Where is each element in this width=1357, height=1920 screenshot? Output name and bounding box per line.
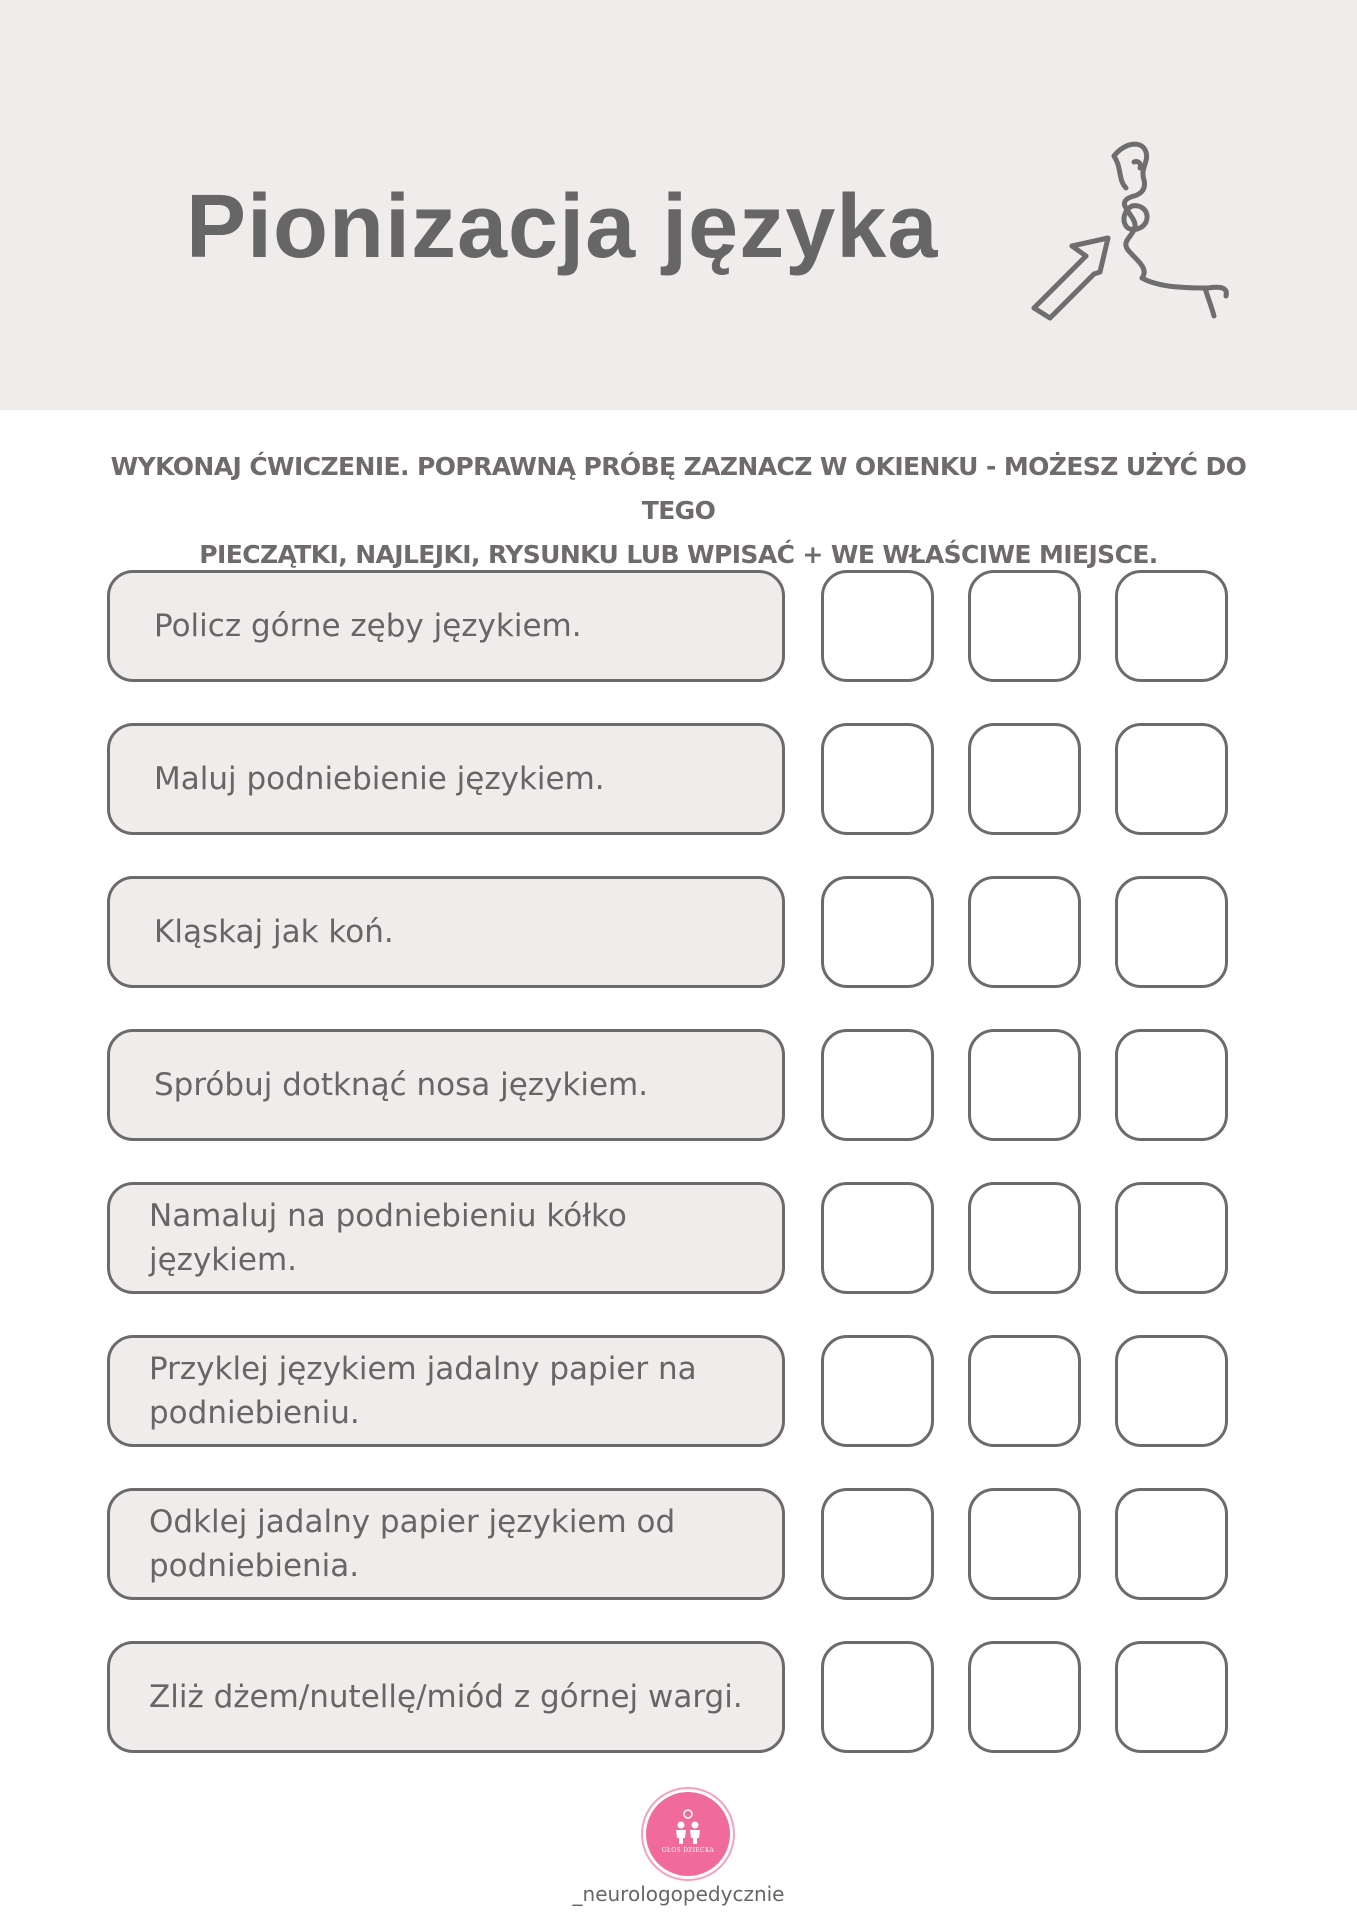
exercise-row	[0, 1029, 1357, 1141]
tick-box[interactable]	[1115, 723, 1228, 835]
tick-box[interactable]	[968, 723, 1081, 835]
footer-handle[interactable]: _neurologopedycznie	[572, 1882, 785, 1906]
tick-box[interactable]	[968, 1182, 1081, 1294]
tick-box[interactable]	[821, 723, 934, 835]
tick-box[interactable]	[1115, 1335, 1228, 1447]
tick-box[interactable]	[821, 1641, 934, 1753]
tick-box[interactable]	[821, 876, 934, 988]
exercise-label: Odklej jadalny papier językiem od podniebienia.	[107, 1488, 785, 1600]
exercise-label: Kląskaj jak koń.	[107, 876, 785, 988]
instruction-line-2: PIECZĄTKI, NAJLEJKI, RYSUNKU LUB WPISAĆ + WE WŁAŚCIWE MIEJSCE.	[199, 540, 1158, 569]
tick-box[interactable]	[1115, 1029, 1228, 1141]
tick-box[interactable]	[1115, 876, 1228, 988]
tick-box[interactable]	[968, 876, 1081, 988]
tick-box[interactable]	[1115, 1182, 1228, 1294]
exercise-row	[0, 1182, 1357, 1294]
exercise-label: Spróbuj dotknąć nosa językiem.	[107, 1029, 785, 1141]
tick-box[interactable]	[968, 1335, 1081, 1447]
tick-box[interactable]	[1115, 570, 1228, 682]
tick-box[interactable]	[821, 570, 934, 682]
exercise-row	[0, 723, 1357, 835]
exercise-label: Maluj podniebienie językiem.	[107, 723, 785, 835]
tick-box[interactable]	[1115, 1488, 1228, 1600]
instruction-line-1: WYKONAJ ĆWICZENIE. POPRAWNĄ PRÓBĘ ZAZNACZ W OKIENKU - MOŻESZ UŻYĆ DO TEGO	[110, 452, 1247, 525]
children-logo-icon	[646, 1792, 730, 1876]
exercise-label: Przyklej językiem jadalny papier na podniebieniu.	[107, 1335, 785, 1447]
exercise-row	[0, 876, 1357, 988]
logo-text: GŁOS DZIECKA	[661, 1847, 715, 1854]
tick-box[interactable]	[821, 1182, 934, 1294]
tick-box[interactable]	[821, 1335, 934, 1447]
brand-logo	[646, 1792, 730, 1876]
tick-box[interactable]	[968, 570, 1081, 682]
exercise-label: Namaluj na podniebieniu kółko językiem.	[107, 1182, 785, 1294]
tick-box[interactable]	[968, 1488, 1081, 1600]
exercise-row	[0, 1641, 1357, 1753]
exercise-row	[0, 1335, 1357, 1447]
tongue-up-arrow-icon	[1030, 138, 1232, 328]
exercise-label: Policz górne zęby językiem.	[107, 570, 785, 682]
exercise-row	[0, 570, 1357, 682]
tick-box[interactable]	[821, 1029, 934, 1141]
tick-box[interactable]	[1115, 1641, 1228, 1753]
page-title: Pionizacja języka	[186, 177, 939, 277]
exercise-label: Zliż dżem/nutellę/miód z górnej wargi.	[107, 1641, 785, 1753]
instruction-text	[80, 445, 1277, 577]
exercise-row	[0, 1488, 1357, 1600]
tick-box[interactable]	[821, 1488, 934, 1600]
tick-box[interactable]	[968, 1641, 1081, 1753]
tick-box[interactable]	[968, 1029, 1081, 1141]
header-banner	[0, 0, 1357, 410]
